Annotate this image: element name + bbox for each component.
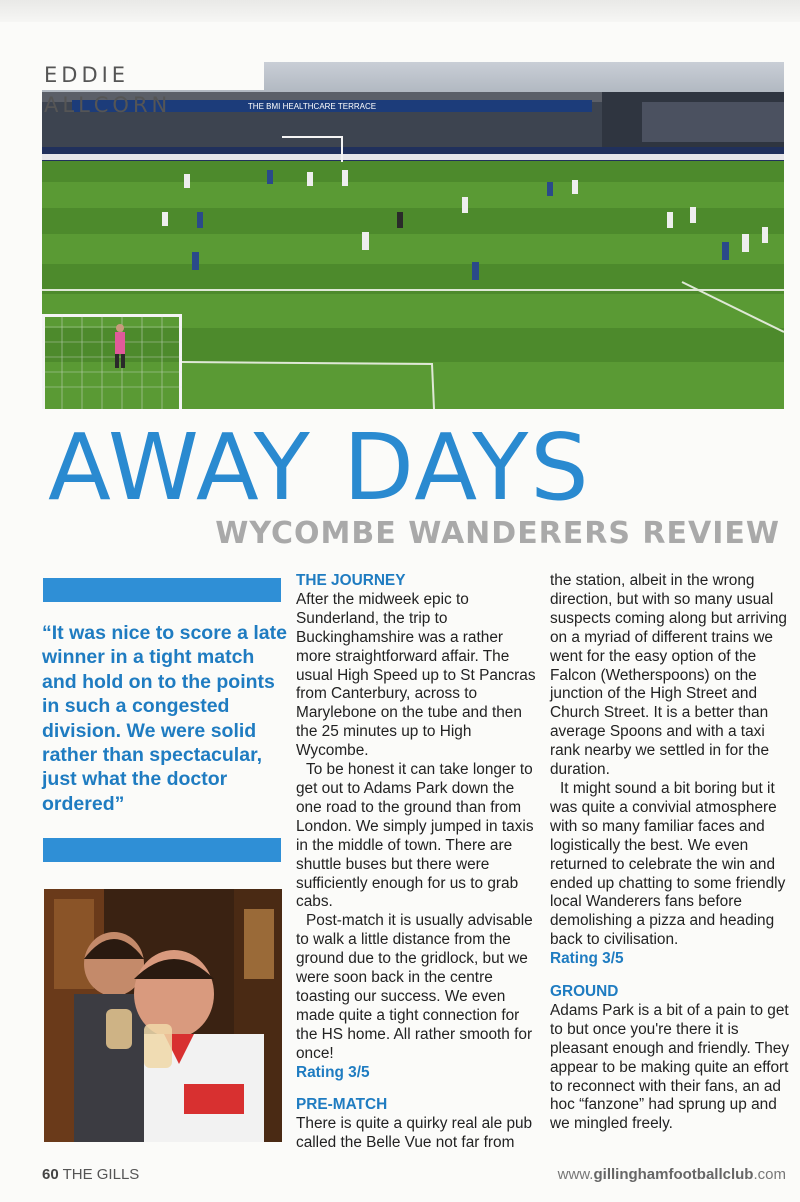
section-heading-journey: THE JOURNEY: [296, 572, 406, 589]
article-column-right: [550, 572, 798, 1134]
page-footer-left: [42, 1166, 139, 1183]
page-scan-edge: [0, 0, 800, 22]
paragraph: Post-match it is usually advisable to walk a little distance from the ground due to the gridlock, but we were soon back in the centre toasting our success. We even made quite a tight connection for the HS home. All rather smooth for once!: [296, 912, 533, 1062]
quote-rule-bottom: [43, 838, 281, 862]
paragraph: the station, albeit in the wrong direction, but with so many usual suspects coming along but arriving on a myriad of different trains we went for the easy option of the Falcon (Wetherspoons) on the junction of the High Street and Church Street. It is a better than average Spoons and with a taxi rank nearby we settled in for the duration.: [550, 572, 787, 779]
paragraph: After the midweek epic to Sunderland, the trip to Buckinghamshire was a rather more straightforward affair. The usual High Speed up to St Pancras from Canterbury, across to Marylebone on the tube and then the 25 minutes up to High Wycombe.: [296, 590, 536, 760]
article-title: AWAY DAYS: [48, 414, 591, 521]
fans-photo: [44, 889, 282, 1142]
rating-journey: Rating 3/5: [296, 1063, 370, 1081]
paragraph: To be honest it can take longer to get out to Adams Park down the one road to the ground than from London. We simply jumped in taxis in the middle of town. There are shuttle buses but there were sufficiently enough for us to grab cabs.: [296, 761, 534, 911]
section-heading-prematch: PRE-MATCH: [296, 1096, 388, 1114]
fans-illustration: [44, 889, 282, 1142]
footer-website[interactable]: www.gillinghamfootballclub.com: [557, 1166, 786, 1183]
stand-sign: THE BMI HEALTHCARE TERRACE: [247, 102, 377, 111]
paragraph: There is quite a quirky real ale pub called the Belle Vue not far from: [296, 1115, 533, 1152]
paragraph: Adams Park is a bit of a pain to get to but once you're there it is pleasant enough and friendly. They appear to be making quite an effort to reconnect with their fans, an ad hoc “fanzone” had sprung up and we mingled freely.: [550, 1001, 790, 1133]
rating-prematch: Rating 3/5: [550, 950, 624, 968]
pull-quote: “It was nice to score a late winner in a tight match and hold on to the points in such a congested division. We were solid rather than spectacular, just what the doctor ordered”: [42, 622, 287, 815]
section-heading-ground: GROUND: [550, 983, 619, 1001]
article-subtitle: WYCOMBE WANDERERS REVIEW: [215, 516, 780, 551]
magazine-name: THE GILLS: [62, 1166, 140, 1183]
paragraph: It might sound a bit boring but it was quite a convivial atmosphere with so many familiar faces and logistically the best. We even returned to celebrate the win and ended up chatting to some friendly local Wanderers fans before demolishing a pizza and heading back to civilisation.: [550, 779, 786, 949]
author-byline: EDDIE ALLCORN: [42, 60, 264, 90]
page-number: 60: [42, 1166, 59, 1183]
article-column-middle: [296, 572, 541, 1153]
quote-rule-top: [43, 578, 281, 602]
